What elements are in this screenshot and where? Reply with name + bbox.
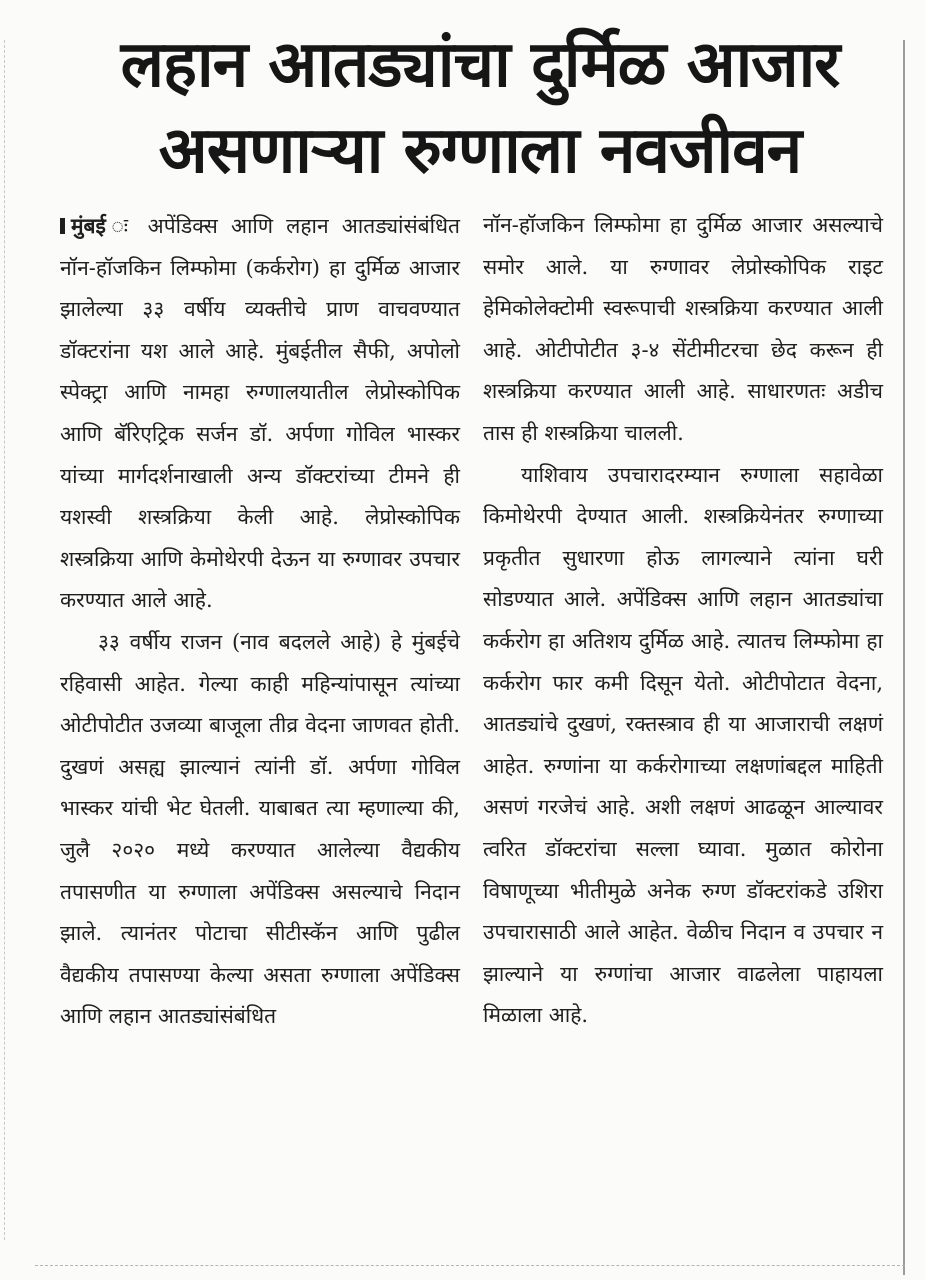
paragraph-diagnosis: नॉन-हॉजकिन लिम्फोमा हा दुर्मिळ आजार असल्याचे समोर आले. या रुग्णावर लेप्रोस्कोपिक राइट हेमिकोलेक्टोमी स्वरूपाची शस्त्रक्रिया करण्यात आली आहे. ओटीपोटीत ३-४ सेंटीमीटरचा छेद करून ही शस्त्रक्रिया करण्यात आली आहे. साधारणतः अडीच तास ही शस्त्रक्रिया चालली.	[483, 213, 883, 445]
paragraph-intro-text: ः अपेंडिक्स आणि लहान आतड्यांसंबंधित नॉन-हॉजकिन लिम्फोमा (कर्करोग) हा दुर्मिळ आजार झालेल्या ३३ वर्षीय व्यक्तीचे प्राण वाचवण्यात डॉक्टरांना यश आले आहे. मुंबईतील सैफी, अपोलो स्पेक्ट्रा आणि नामहा रुग्णालयातील लेप्रोस्कोपिक आणि बॅरिएट्रिक सर्जन डॉ. अर्पणा गोविल भास्कर यांच्या मार्गदर्शनाखाली अन्य डॉक्टरांच्या टीमने ही यशस्वी शस्त्रक्रिया केली आहे. लेप्रोस्कोपिक शस्त्रक्रिया आणि केमोथेरपी देऊन या रुग्णावर उपचार करण्यात आले आहे.	[60, 214, 460, 613]
headline	[60, 22, 900, 194]
article-column-left	[60, 205, 460, 1038]
right-column-rule	[903, 40, 905, 1275]
paragraph-intro	[60, 205, 460, 622]
paragraph-case: ३३ वर्षीय राजन (नाव बदलले आहे) हे मुंबईचे रहिवासी आहेत. गेल्या काही महिन्यांपासून त्यांच्या ओटीपोटीत उजव्या बाजूला तीव्र वेदना जाणवत होती. दुखणं असह्य झाल्यानं त्यांनी डॉ. अर्पणा गोविल भास्कर यांची भेट घेतली. याबाबत त्या म्हणाल्या की, जुलै २०२० मध्ये करण्यात आलेल्या वैद्यकीय तपासणीत या रुग्णाला अपेंडिक्स असल्याचे निदान झाले. त्यानंतर पोटाचा सीटीस्कॅन आणि पुढील वैद्यकीय तपासण्या केल्या असता रुग्णाला अपेंडिक्स आणि लहान आतड्यांसंबंधित	[60, 629, 460, 1029]
dateline: मुंबई	[71, 213, 106, 238]
left-margin-rule	[4, 40, 5, 1240]
dateline-marker	[60, 218, 65, 234]
headline-line-2: असणाऱ्या रुग्णाला नवजीवन	[158, 114, 802, 188]
bottom-rule	[35, 1265, 905, 1266]
headline-line-1: लहान आतड्यांचा दुर्मिळ आजार	[120, 28, 840, 102]
article-column-right	[483, 205, 883, 1037]
paragraph-treatment: याशिवाय उपचारादरम्यान रुग्णाला सहावेळा किमोथेरपी देण्यात आली. शस्त्रक्रियेनंतर रुग्णाच्या प्रकृतीत सुधारणा होऊ लागल्याने त्यांना घरी सोडण्यात आले. अपेंडिक्स आणि लहान आतड्यांचा कर्करोग हा अतिशय दुर्मिळ आहे. त्यातच लिम्फोमा हा कर्करोग फार कमी दिसून येतो. ओटीपोटात वेदना, आतड्यांचे दुखणं, रक्तस्त्राव ही या आजाराची लक्षणं आहेत. रुग्णांना या कर्करोगाच्या लक्षणांबद्दल माहिती असणं गरजेचं आहे. अशी लक्षणं आढळून आल्यावर त्वरित डॉक्टरांचा सल्ला घ्यावा. मुळात कोरोना विषाणूच्या भीतीमुळे अनेक रुग्ण डॉक्टरांकडे उशिरा उपचारासाठी आले आहेत. वेळीच निदान व उपचार न झाल्याने या रुग्णांचा आजार वाढलेला पाहायला मिळाला आहे.	[483, 462, 883, 1028]
